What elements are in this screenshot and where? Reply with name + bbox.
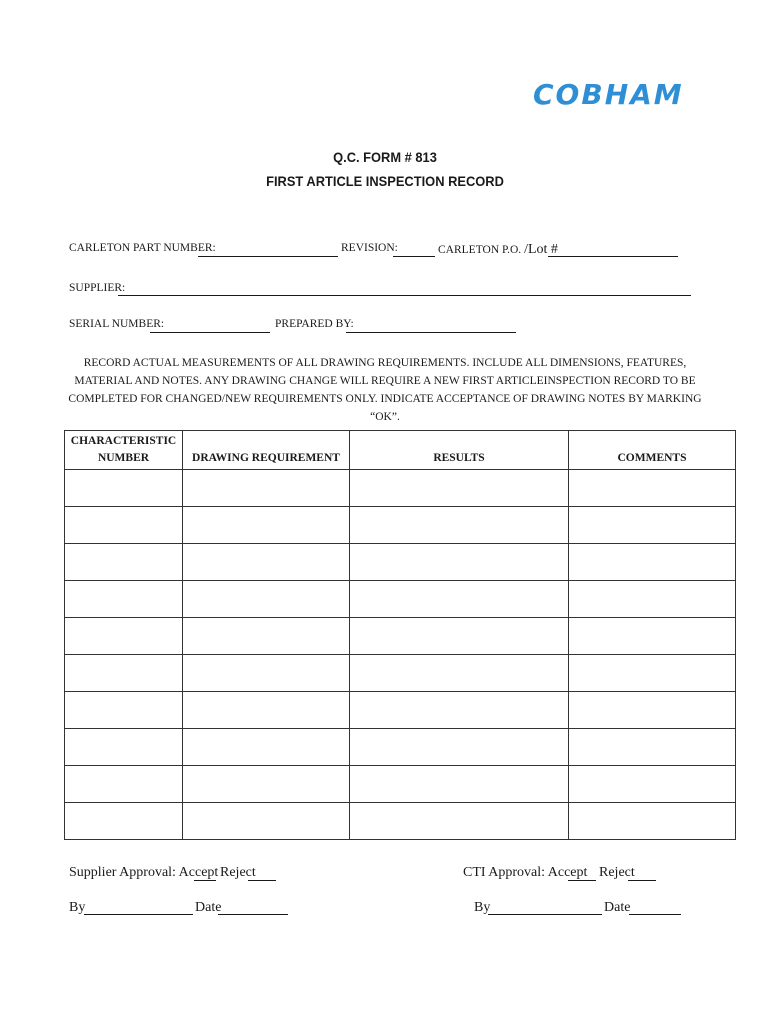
- cell[interactable]: [183, 470, 350, 507]
- cell[interactable]: [350, 618, 569, 655]
- prepared-by-field[interactable]: [346, 332, 516, 333]
- instruction-line: COMPLETED FOR CHANGED/NEW REQUIREMENTS ONLY. INDICATE ACCEPTANCE OF DRAWING NOTES BY MARKING “OK”.: [68, 393, 702, 423]
- cell[interactable]: [569, 618, 736, 655]
- supplier-reject-field[interactable]: [248, 880, 276, 881]
- cell[interactable]: [569, 470, 736, 507]
- part-number-label: CARLETON PART NUMBER:: [69, 242, 216, 254]
- table-row: [65, 692, 736, 729]
- cell[interactable]: [569, 803, 736, 840]
- serial-number-label: SERIAL NUMBER:: [69, 318, 165, 330]
- cell[interactable]: [569, 766, 736, 803]
- cti-by-label: By: [474, 900, 491, 915]
- supplier-by-label: By: [69, 900, 86, 915]
- cell[interactable]: [65, 544, 183, 581]
- lot-label: /Lot #: [524, 242, 558, 257]
- cell[interactable]: [350, 544, 569, 581]
- cell[interactable]: [65, 581, 183, 618]
- cell[interactable]: [350, 803, 569, 840]
- cti-approval-label: CTI Approval: Accept: [463, 865, 588, 880]
- cell[interactable]: [350, 507, 569, 544]
- supplier-reject-label: Reject: [220, 865, 256, 880]
- header-characteristic-number: [65, 431, 183, 470]
- header-comments: COMMENTS: [569, 431, 736, 470]
- part-number-field[interactable]: [198, 256, 338, 257]
- form-title: FIRST ARTICLE INSPECTION RECORD: [266, 173, 504, 189]
- table-row: [65, 766, 736, 803]
- cell[interactable]: [65, 470, 183, 507]
- cell[interactable]: [350, 766, 569, 803]
- serial-number-field[interactable]: [150, 332, 270, 333]
- cell[interactable]: [350, 655, 569, 692]
- cell[interactable]: [569, 507, 736, 544]
- cti-reject-field[interactable]: [628, 880, 656, 881]
- cell[interactable]: [65, 803, 183, 840]
- cell[interactable]: [350, 692, 569, 729]
- cell[interactable]: [65, 618, 183, 655]
- table-row: [65, 655, 736, 692]
- table-row: [65, 507, 736, 544]
- cell[interactable]: [65, 692, 183, 729]
- cell[interactable]: [65, 507, 183, 544]
- table-header: [65, 431, 736, 470]
- po-lot-field[interactable]: [548, 256, 678, 257]
- cell[interactable]: [350, 470, 569, 507]
- supplier-accept-field[interactable]: [194, 880, 216, 881]
- cell[interactable]: [183, 803, 350, 840]
- supplier-date-label: Date: [195, 900, 222, 915]
- cti-date-label: Date: [604, 900, 631, 915]
- header-line: NUMBER: [97, 452, 150, 464]
- instruction-line: RECORD ACTUAL MEASUREMENTS OF ALL DRAWING REQUIREMENTS. INCLUDE ALL DIMENSIONS, FEATURES,: [83, 357, 687, 369]
- table-row: [65, 470, 736, 507]
- cell[interactable]: [65, 655, 183, 692]
- cti-accept-field[interactable]: [568, 880, 596, 881]
- cell[interactable]: [569, 581, 736, 618]
- cell[interactable]: [569, 655, 736, 692]
- supplier-approval-label: Supplier Approval: Accept: [69, 865, 219, 880]
- header-line: CHARACTERISTIC: [70, 435, 177, 447]
- cti-reject-label: Reject: [599, 865, 635, 880]
- table-row: [65, 544, 736, 581]
- table-row: [65, 803, 736, 840]
- cell[interactable]: [569, 544, 736, 581]
- prepared-by-label: PREPARED BY:: [275, 318, 354, 330]
- cell[interactable]: [183, 692, 350, 729]
- header-results: RESULTS: [350, 431, 569, 470]
- supplier-date-field[interactable]: [218, 914, 288, 915]
- table-row: [65, 729, 736, 766]
- cell[interactable]: [183, 729, 350, 766]
- table-row: [65, 618, 736, 655]
- cell[interactable]: [183, 544, 350, 581]
- cell[interactable]: [183, 581, 350, 618]
- cell[interactable]: [183, 507, 350, 544]
- supplier-label: SUPPLIER:: [69, 282, 126, 294]
- cobham-logo: COBHAM: [533, 78, 684, 111]
- cell[interactable]: [569, 729, 736, 766]
- cti-date-field[interactable]: [629, 914, 681, 915]
- inspection-table: [64, 430, 736, 840]
- po-lot-label: [438, 242, 558, 258]
- po-label: CARLETON P.O.: [438, 244, 522, 256]
- instruction-line: MATERIAL AND NOTES. ANY DRAWING CHANGE WILL REQUIRE A NEW FIRST ARTICLEINSPECTION RECORD TO BE: [74, 375, 696, 387]
- cell[interactable]: [65, 729, 183, 766]
- supplier-by-field[interactable]: [84, 914, 193, 915]
- cti-by-field[interactable]: [488, 914, 602, 915]
- cell[interactable]: [350, 729, 569, 766]
- instructions: [60, 354, 710, 426]
- revision-field[interactable]: [393, 256, 435, 257]
- cell[interactable]: [183, 618, 350, 655]
- cell[interactable]: [183, 655, 350, 692]
- form-number-title: Q.C. FORM # 813: [333, 149, 437, 165]
- header-drawing-requirement: DRAWING REQUIREMENT: [183, 431, 350, 470]
- revision-label: REVISION:: [341, 242, 398, 254]
- cell[interactable]: [65, 766, 183, 803]
- table-row: [65, 581, 736, 618]
- cell[interactable]: [183, 766, 350, 803]
- cell[interactable]: [350, 581, 569, 618]
- supplier-field[interactable]: [118, 295, 691, 296]
- cell[interactable]: [569, 692, 736, 729]
